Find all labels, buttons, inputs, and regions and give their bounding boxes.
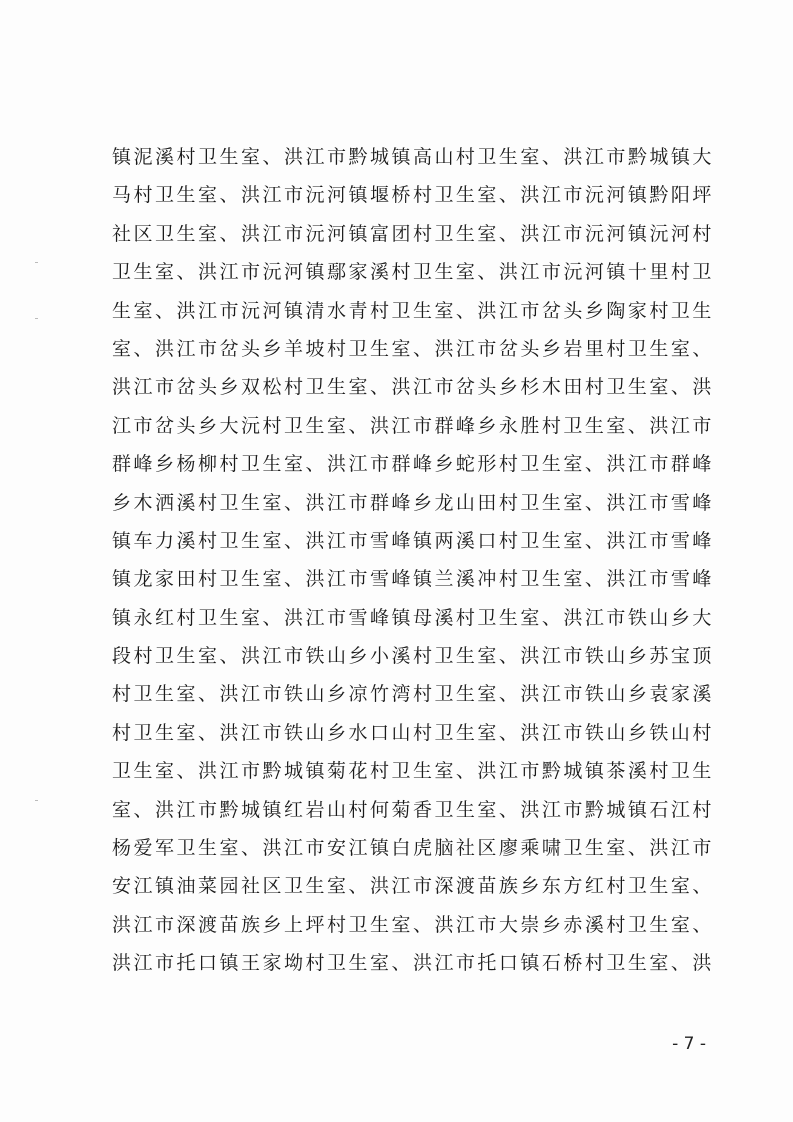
text-line: 镇永红村卫生室、洪江市雪峰镇母溪村卫生室、洪江市铁山乡大 [112,606,712,629]
text-line: 卫生室、洪江市黔城镇菊花村卫生室、洪江市黔城镇茶溪村卫生 [112,760,712,783]
text-line: 卫生室、洪江市沅河镇鄢家溪村卫生室、洪江市沅河镇十里村卫 [112,261,712,284]
text-line: 洪江市托口镇王家坳村卫生室、洪江市托口镇石桥村卫生室、洪 [112,952,712,975]
text-line: 镇龙家田村卫生室、洪江市雪峰镇兰溪冲村卫生室、洪江市雪峰 [112,568,712,591]
body-text [112,138,712,983]
text-line: 室、洪江市岔头乡羊坡村卫生室、洪江市岔头乡岩里村卫生室、 [112,337,712,360]
text-line: 社区卫生室、洪江市沅河镇富团村卫生室、洪江市沅河镇沅河村 [112,222,712,245]
text-line: 镇泥溪村卫生室、洪江市黔城镇高山村卫生室、洪江市黔城镇大 [112,146,712,168]
text-line: 江市岔头乡大沅村卫生室、洪江市群峰乡永胜村卫生室、洪江市 [112,414,712,437]
margin-mark [35,800,38,801]
text-line: 安江镇油菜园社区卫生室、洪江市深渡苗族乡东方红村卫生室、 [112,875,712,898]
text-line: 洪江市岔头乡双松村卫生室、洪江市岔头乡杉木田村卫生室、洪 [112,376,712,399]
text-line: 村卫生室、洪江市铁山乡凉竹湾村卫生室、洪江市铁山乡袁家溪 [112,683,712,706]
text-line: 杨爱军卫生室、洪江市安江镇白虎脑社区廖乘啸卫生室、洪江市 [112,837,712,860]
text-line: 镇车力溪村卫生室、洪江市雪峰镇两溪口村卫生室、洪江市雪峰 [112,529,712,552]
text-line: 群峰乡杨柳村卫生室、洪江市群峰乡蛇形村卫生室、洪江市群峰 [112,453,712,476]
text-line: 洪江市深渡苗族乡上坪村卫生室、洪江市大崇乡赤溪村卫生室、 [112,913,712,936]
text-line: 生室、洪江市沅河镇清水青村卫生室、洪江市岔头乡陶家村卫生 [112,299,712,322]
text-line: 室、洪江市黔城镇红岩山村何菊香卫生室、洪江市黔城镇石江村 [112,798,712,821]
text-line: 段村卫生室、洪江市铁山乡小溪村卫生室、洪江市铁山乡苏宝顶 [112,645,712,668]
margin-mark [35,318,38,319]
margin-mark [35,262,38,263]
text-line: 马村卫生室、洪江市沅河镇堰桥村卫生室、洪江市沅河镇黔阳坪 [112,184,712,207]
text-line: 乡木洒溪村卫生室、洪江市群峰乡龙山田村卫生室、洪江市雪峰 [112,491,712,514]
text-line: 村卫生室、洪江市铁山乡水口山村卫生室、洪江市铁山乡铁山村 [112,721,712,744]
page-number: - 7 - [672,1034,706,1054]
